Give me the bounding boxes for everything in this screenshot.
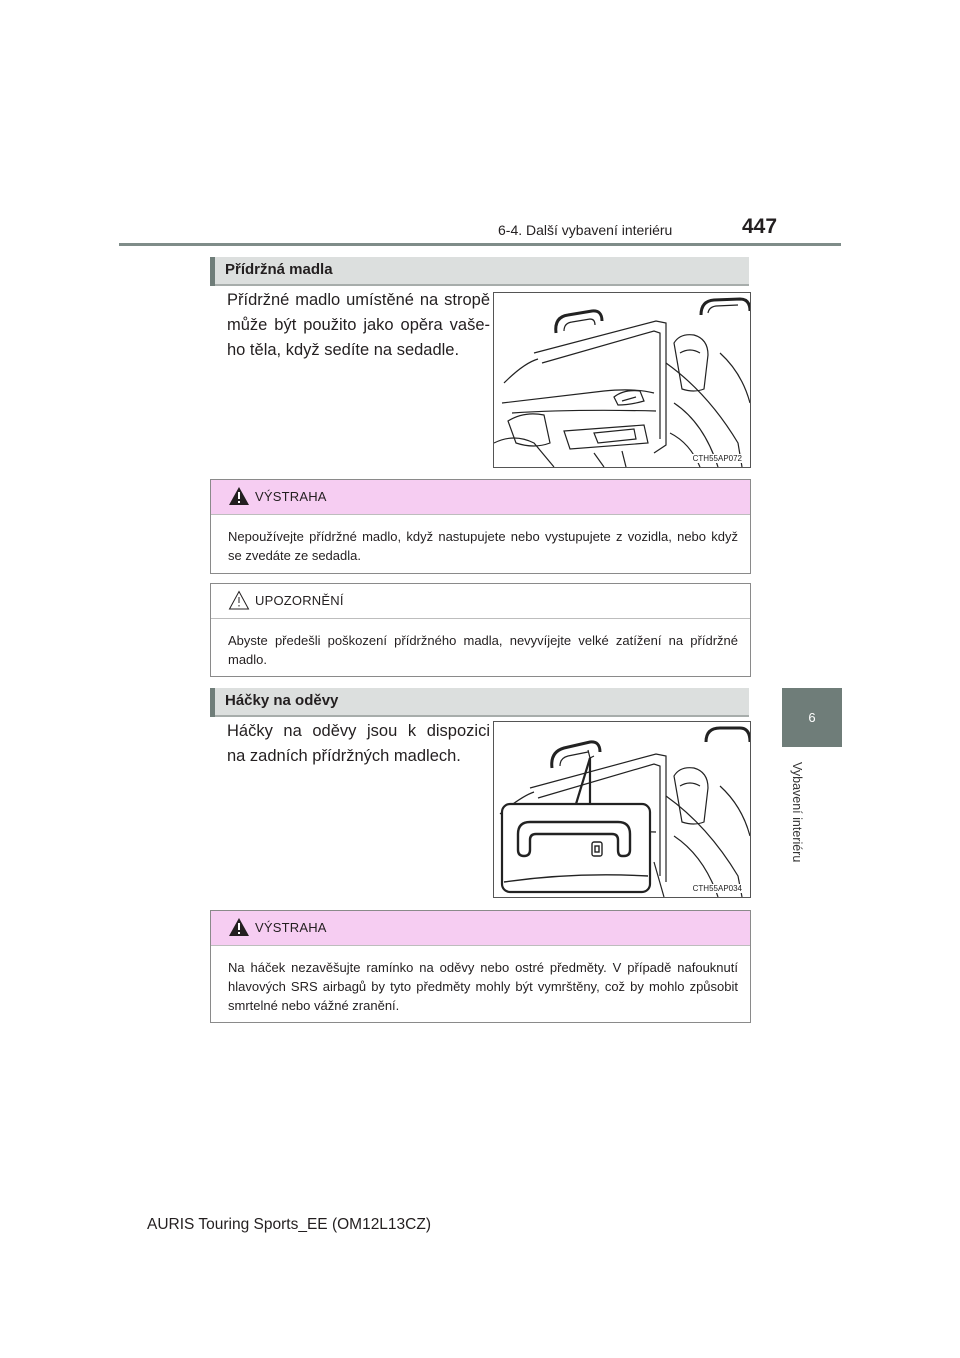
- chapter-number: 6: [808, 710, 816, 725]
- chapter-tab: [782, 688, 842, 747]
- warning-text: Nepoužívejte přídržné madlo, když nastupujete nebo vystupujete z vozidla, nebo když se zvedáte ze sedadla.: [228, 529, 738, 563]
- warning-icon: [228, 917, 250, 937]
- warning-icon: [228, 486, 250, 506]
- figure-code: CTH55AP072: [692, 454, 742, 463]
- footer-model: AURIS Touring Sports_EE (OM12L13CZ): [147, 1216, 431, 1233]
- text-line: ho těla, když sedíte na sedadle.: [227, 341, 460, 359]
- warning-title: VÝSTRAHA: [255, 489, 327, 504]
- section-title: Háčky na oděvy: [225, 692, 339, 709]
- text-line: může být použito jako opěra vaše-: [227, 316, 490, 334]
- section-header-grab-handles: [210, 257, 749, 286]
- chapter-label: Vybavení interiéru: [790, 762, 804, 863]
- caution-box: [210, 583, 751, 677]
- warning-box: [210, 479, 751, 574]
- grab-handle-illustration: [494, 293, 750, 467]
- header-section-title: 6-4. Další vybavení interiéru: [498, 222, 673, 238]
- figure-coat-hooks: [493, 721, 751, 898]
- section-text-grab-handles: [227, 288, 490, 363]
- text-line: Háčky na oděvy jsou k dispozici: [227, 722, 490, 740]
- figure-code: CTH55AP034: [692, 884, 742, 893]
- warning-title: VÝSTRAHA: [255, 920, 327, 935]
- caution-title: UPOZORNĚNÍ: [255, 593, 344, 608]
- chapter-label-container: [790, 762, 806, 880]
- warning-box-header: [211, 480, 750, 515]
- header-rule: [119, 243, 841, 246]
- section-text-coat-hooks: [227, 719, 490, 769]
- section-title: Přídržná madla: [225, 261, 333, 278]
- page-number: 447: [742, 215, 778, 238]
- warning-text: Na háček nezavěšujte ramínko na oděvy nebo ostré předměty. V případě nafouknutí hlavových SRS airbagů by tyto předměty mohly být vymrštěny, což by mohlo způsobit smrtelné nebo vážné zranění.: [228, 960, 738, 1013]
- text-line: na zadních přídržných madlech.: [227, 747, 461, 765]
- coat-hook-illustration: [494, 722, 750, 897]
- caution-text: Abyste předešli poškození přídržného madla, nevyvíjejte velké zatížení na přídržné madlo.: [228, 633, 738, 667]
- section-header-coat-hooks: [210, 688, 749, 717]
- caution-box-header: [211, 584, 750, 619]
- warning-box: [210, 910, 751, 1023]
- figure-grab-handle: [493, 292, 751, 468]
- caution-icon: [228, 590, 250, 610]
- warning-box-header: [211, 911, 750, 946]
- text-line: Přídržné madlo umístěné na stropě: [227, 291, 490, 309]
